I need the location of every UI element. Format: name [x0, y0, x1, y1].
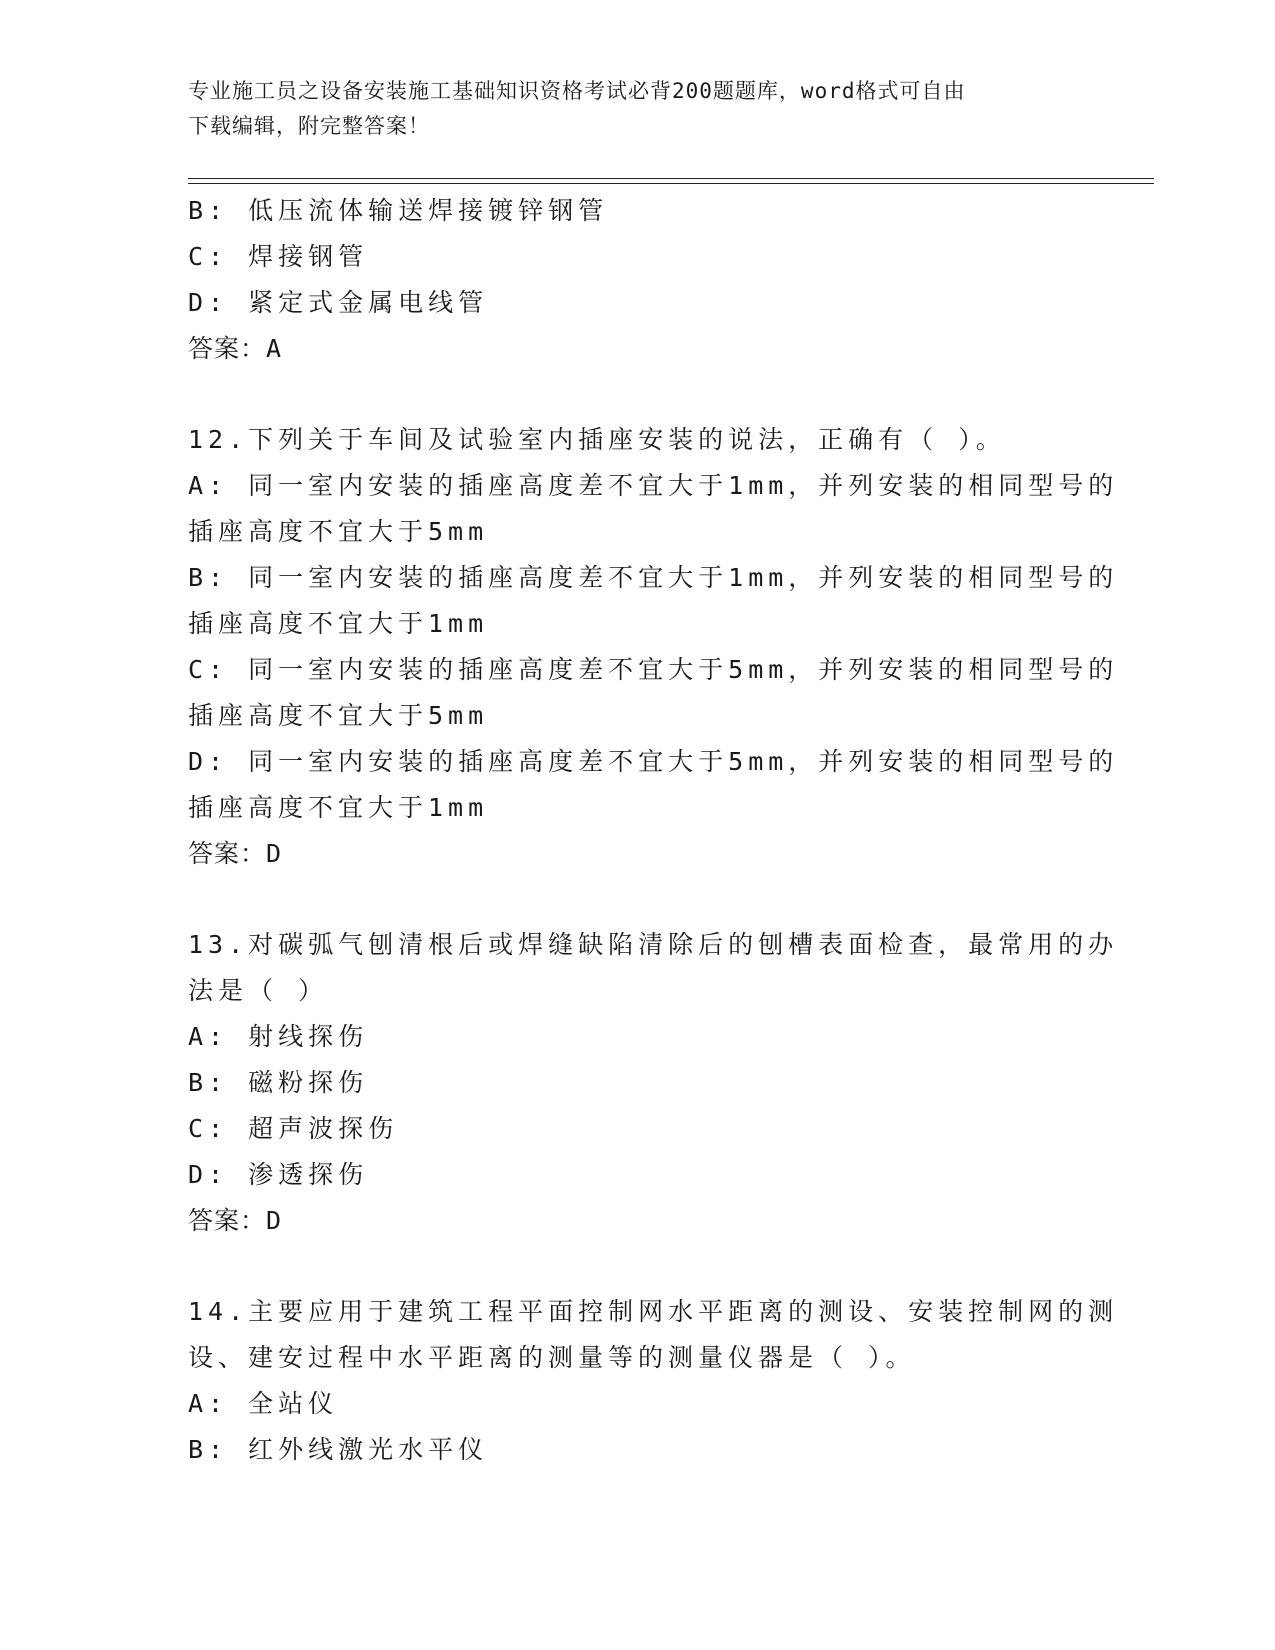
question-stem: 法是（ ） — [188, 976, 329, 1005]
question-block — [188, 188, 1088, 372]
question-stem: 14.主要应用于建筑工程平面控制网水平距离的测设、安装控制网的测 — [188, 1297, 1119, 1326]
option-line: C: 焊接钢管 — [188, 242, 369, 271]
header-line: 专业施工员之设备安装施工基础知识资格考试必背200题题库，word格式可自由 — [188, 79, 966, 103]
document-header — [188, 74, 1088, 144]
question-stem: 设、建安过程中水平距离的测量等的测量仪器是（ ）。 — [188, 1343, 916, 1372]
document-body — [188, 188, 1119, 1473]
option-line: D: 同一室内安装的插座高度差不宜大于5mm，并列安装的相同型号的 — [188, 747, 1119, 776]
option-line: B: 磁粉探伤 — [188, 1068, 369, 1097]
header-line: 下载编辑，附完整答案！ — [188, 114, 430, 138]
option-line: C: 同一室内安装的插座高度差不宜大于5mm，并列安装的相同型号的 — [188, 655, 1119, 684]
option-line: D: 渗透探伤 — [188, 1160, 369, 1189]
option-line: D: 紧定式金属电线管 — [188, 288, 489, 317]
answer-line: 答案：A — [188, 334, 283, 363]
question-stem: 12.下列关于车间及试验室内插座安装的说法，正确有（ ）。 — [188, 425, 1006, 454]
answer-line: 答案：D — [188, 839, 283, 868]
question-stem: 13.对碳弧气刨清根后或焊缝缺陷清除后的刨槽表面检查，最常用的办 — [188, 930, 1119, 959]
option-line: A: 同一室内安装的插座高度差不宜大于1mm，并列安装的相同型号的 — [188, 471, 1119, 500]
option-line: 插座高度不宜大于1mm — [188, 609, 489, 638]
answer-line: 答案：D — [188, 1206, 283, 1235]
option-line: 插座高度不宜大于5mm — [188, 701, 489, 730]
option-line: C: 超声波探伤 — [188, 1114, 399, 1143]
option-line: A: 全站仪 — [188, 1389, 339, 1418]
option-line: B: 同一室内安装的插座高度差不宜大于1mm，并列安装的相同型号的 — [188, 563, 1119, 592]
option-line: 插座高度不宜大于1mm — [188, 793, 489, 822]
question-block — [188, 417, 1119, 877]
header-divider — [188, 178, 1154, 184]
option-line: B: 红外线激光水平仪 — [188, 1435, 489, 1464]
option-line: A: 射线探伤 — [188, 1022, 369, 1051]
question-block — [188, 922, 1119, 1244]
option-line: B: 低压流体输送焊接镀锌钢管 — [188, 196, 609, 225]
question-block — [188, 1289, 1119, 1473]
option-line: 插座高度不宜大于5mm — [188, 517, 489, 546]
